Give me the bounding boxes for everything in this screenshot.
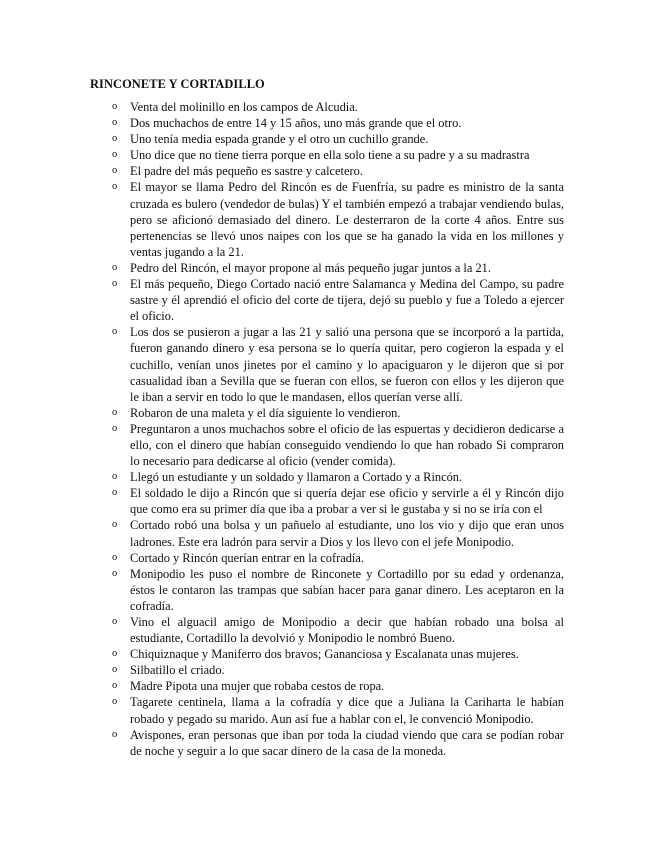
- bullet-marker: o: [112, 567, 118, 579]
- list-item: [112, 147, 564, 163]
- list-item: [112, 694, 564, 726]
- bullet-marker: o: [112, 165, 118, 177]
- bullet-marker: o: [112, 696, 118, 708]
- list-item: [112, 678, 564, 694]
- list-item: [112, 131, 564, 147]
- list-item: [112, 405, 564, 421]
- bullet-marker: o: [112, 487, 118, 499]
- list-item-text: El mayor se llama Pedro del Rincón es de Fuenfría, su padre es ministro de la santa cruzada es bulero (vendedor de bulas) Y el también empezó a trabajar vendiendo bulas, pero se aficionó demasiado del dinero. Le desterraron de la corte 4 años. Entre sus pertenencias se llevó unos naipes con los que se ha ganado la vida en los millones y ventas jugando a la 21.: [130, 180, 564, 259]
- bullet-marker: o: [112, 149, 118, 161]
- list-item-text: Uno dice que no tiene tierra porque en ella solo tiene a su padre y a su madrastra: [130, 148, 530, 163]
- bullet-marker: o: [112, 680, 118, 692]
- list-item: [112, 276, 564, 324]
- bullet-marker: o: [112, 117, 118, 129]
- list-item-text: Preguntaron a unos muchachos sobre el oficio de las espuertas y decidieron dedicarse a ello, con el dinero que habían conseguido vendiendo lo que han robado Si compraron lo necesario para dedicarse al oficio (vender comida).: [130, 421, 564, 469]
- bullet-marker: o: [112, 422, 118, 434]
- document-title: RINCONETE Y CORTADILLO: [90, 77, 265, 91]
- list-item-text: El soldado le dijo a Rincón que si quería dejar ese oficio y servirle a él y Rincón dijo que como era su primer día que iba a probar a ver si le gustaba y si no se iría con el: [130, 486, 564, 517]
- list-item-text: Chiquiznaque y Maniferro dos bravos; Gananciosa y Escalanata unas mujeres.: [130, 647, 519, 662]
- list-item-text: Llegó un estudiante y un soldado y llamaron a Cortado y a Rincón.: [130, 470, 463, 485]
- list-item-text: Los dos se pusieron a jugar a las 21 y salió una persona que se incorporó a la partida, fueron ganando dinero y esa persona se lo quería quitar, pero cogieron la espada y el cuchillo, venían unos jinetes por el camino y lo apaciguaron y le dijeron que si por casualidad iban a Sevilla que se fueran con ellos, se fueron con ellos y les dijeron que le iban a servir en todo lo que le mandasen, ellos querían verse allí.: [130, 325, 564, 404]
- bullet-marker: o: [112, 261, 118, 273]
- list-item-text: Madre Pipota una mujer que robaba cestos de ropa.: [130, 679, 385, 694]
- list-item-text: Tagarete centinela, llama a la cofradía y dice que a Juliana la Cariharta le habían robado y pegado su marido. Aun así fue a hablar con el, le convenció Monipodio.: [130, 695, 564, 726]
- list-item: [112, 469, 564, 485]
- bullet-marker: o: [112, 326, 118, 338]
- list-item-text: Cortado y Rincón querían entrar en la cofradía.: [130, 550, 364, 565]
- list-item: [112, 566, 564, 614]
- bullet-marker: o: [112, 728, 118, 740]
- list-item: [112, 99, 564, 115]
- list-item-text: Pedro del Rincón, el mayor propone al más pequeño jugar juntos a la 21.: [130, 260, 491, 275]
- list-item: [112, 662, 564, 678]
- list-item: [112, 550, 564, 566]
- bullet-marker: o: [112, 181, 118, 193]
- bullet-marker: o: [112, 133, 118, 145]
- notes-list: [112, 99, 564, 759]
- bullet-marker: o: [112, 648, 118, 660]
- list-item: [112, 614, 564, 646]
- list-item: [112, 260, 564, 276]
- list-item: [112, 324, 564, 404]
- list-item-text: El padre del más pequeño es sastre y calcetero.: [130, 164, 363, 179]
- list-item: [112, 485, 564, 517]
- bullet-marker: o: [112, 101, 118, 112]
- bullet-marker: o: [112, 616, 118, 627]
- bullet-marker: o: [112, 471, 118, 483]
- list-item: [112, 115, 564, 131]
- list-item: [112, 646, 564, 662]
- list-item-text: Dos muchachos de entre 14 y 15 años, uno más grande que el otro.: [130, 116, 462, 131]
- list-item: [112, 517, 564, 549]
- list-item-text: El más pequeño, Diego Cortado nació entre Salamanca y Medina del Campo, su padre sastre y él aprendió el oficio del corte de tijera, dejó su pueblo y fue a Toledo a ejercer el oficio.: [130, 277, 564, 324]
- list-item-text: Venta del molinillo en los campos de Alcudia.: [130, 100, 358, 114]
- list-item-text: Silbatillo el criado.: [130, 663, 225, 678]
- bullet-marker: o: [112, 519, 118, 531]
- list-item: [112, 727, 564, 759]
- list-item-text: Uno tenía media espada grande y el otro un cuchillo grande.: [130, 132, 429, 147]
- bullet-marker: o: [112, 406, 118, 418]
- bullet-marker: o: [112, 278, 118, 290]
- list-item-text: Vino el alguacil amigo de Monipodio a decir que habían robado una bolsa al estudiante, Cortadillo la devolvió y Monipodio le nombró Bueno.: [130, 615, 564, 646]
- list-item: [112, 421, 564, 469]
- list-item-text: Avispones, eran personas que iban por toda la ciudad viendo que cara se podían robar de noche y seguir a lo que sacar dinero de la casa de la moneda.: [130, 727, 564, 758]
- list-item-text: Cortado robó una bolsa y un pañuelo al estudiante, uno los vio y dijo que eran unos ladrones. Este era ladrón para servir a Dios y los llevo con el jefe Monipodio.: [130, 518, 564, 549]
- bullet-marker: o: [112, 551, 118, 563]
- list-item: [112, 163, 564, 179]
- list-item-text: Robaron de una maleta y el día siguiente lo vendieron.: [130, 405, 401, 420]
- list-item-text: Monipodio les puso el nombre de Rinconete y Cortadillo por su edad y ordenanza, éstos le contaron las trampas que sabían hacer para ganar dinero. Les aceptaron en la cofradía.: [130, 566, 564, 613]
- bullet-marker: o: [112, 664, 118, 676]
- list-item: [112, 179, 564, 259]
